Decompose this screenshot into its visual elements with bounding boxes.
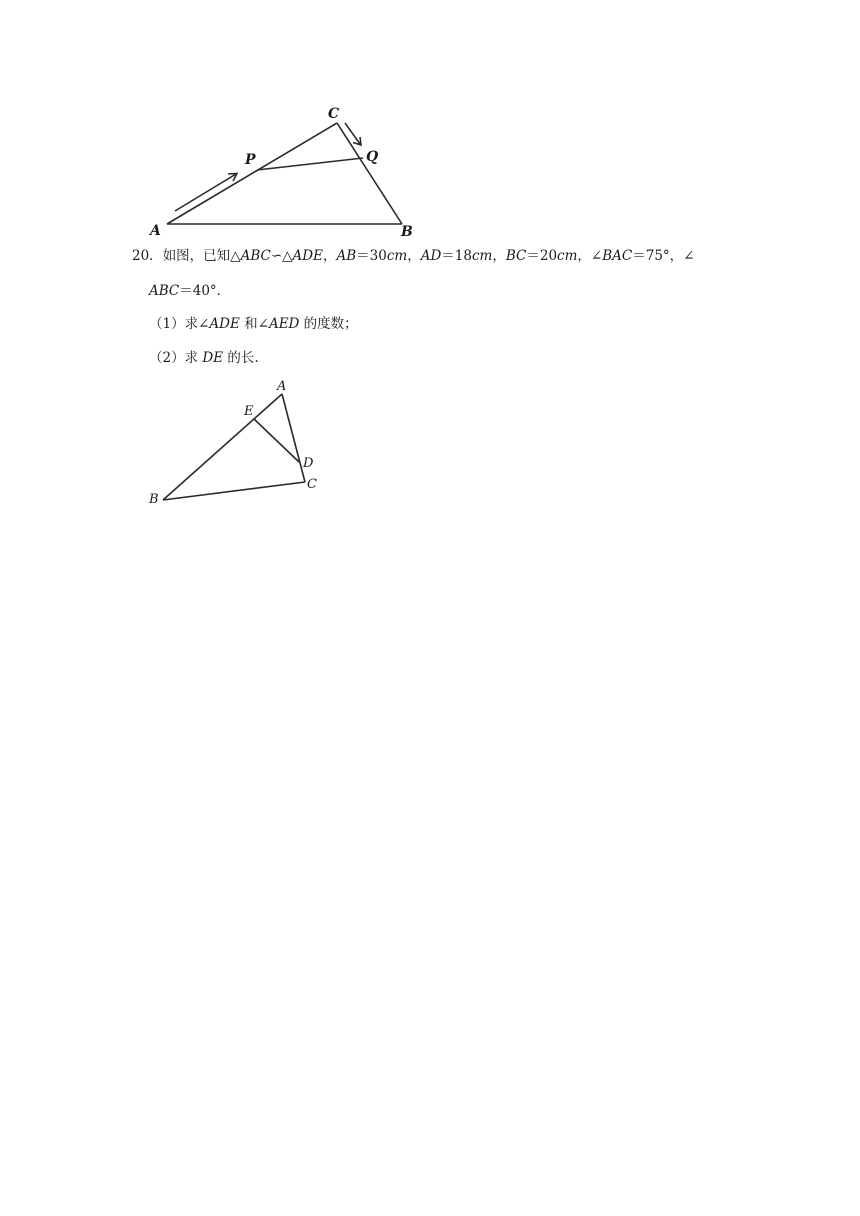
label-b: B	[401, 224, 413, 240]
question-1: （1）求∠ADE 和∠AED 的度数；	[149, 316, 358, 332]
label-a: A	[150, 223, 161, 239]
arrow-a-to-c-icon	[175, 174, 237, 212]
side-ba	[163, 394, 282, 500]
label-c: C	[307, 477, 317, 492]
problem-20-line-2: ABC＝40°．	[149, 283, 231, 299]
segment-pq	[257, 158, 363, 170]
problem-number: 20．	[132, 248, 163, 264]
side-bc	[163, 482, 305, 500]
label-p: P	[245, 152, 256, 168]
label-c: C	[328, 106, 340, 122]
label-a: A	[277, 379, 287, 394]
label-b: B	[149, 492, 159, 507]
side-ac	[167, 123, 337, 224]
label-q: Q	[366, 149, 379, 165]
question-2: （2）求 DE 的长.	[149, 350, 259, 366]
segment-ed	[254, 419, 299, 462]
side-cb	[337, 123, 402, 224]
arrow-c-to-b-icon	[345, 123, 361, 145]
label-e: E	[244, 404, 254, 419]
label-d: D	[303, 456, 314, 471]
figure-triangle-abc-de	[140, 375, 340, 515]
problem-20-line-1: 20．如图，已知△ABC∽△ADE，AB＝30cm，AD＝18cm，BC＝20cm，∠BAC＝75°，∠	[132, 248, 695, 264]
figure-triangle-abc-pq	[140, 100, 440, 240]
side-ac	[282, 394, 305, 482]
